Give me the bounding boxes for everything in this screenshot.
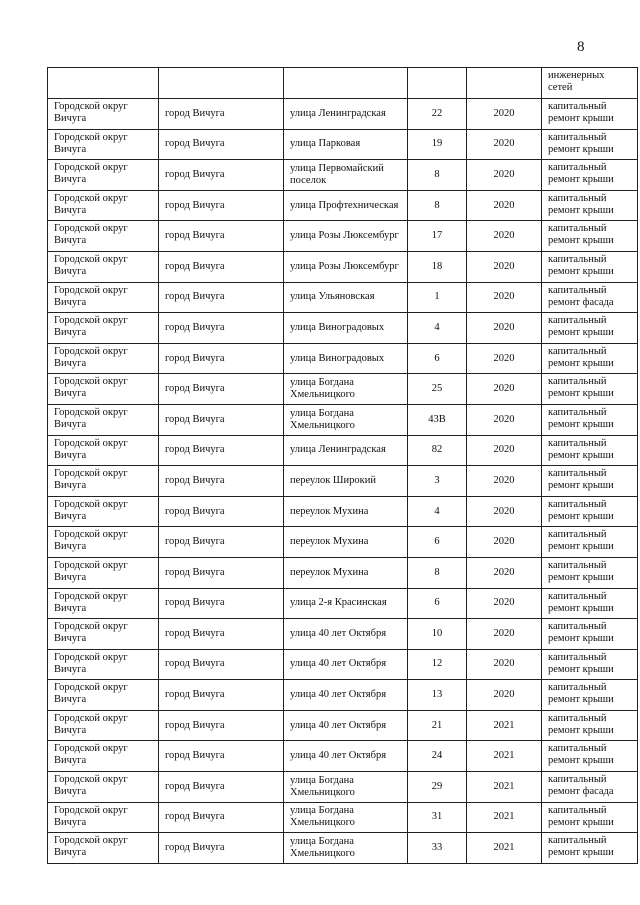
house-cell: 8 — [408, 190, 467, 221]
year-cell: 2020 — [467, 129, 542, 160]
street-cell: улица Розы Люксембург — [284, 251, 408, 282]
street-cell: переулок Мухина — [284, 527, 408, 558]
work-type-cell: капитальный ремонт крыши — [542, 619, 638, 650]
table-row — [48, 99, 638, 130]
town-cell: город Вичуга — [159, 588, 284, 619]
house-cell — [408, 68, 467, 99]
street-cell: переулок Мухина — [284, 496, 408, 527]
table-row — [48, 282, 638, 313]
table-row — [48, 772, 638, 803]
town-cell: город Вичуга — [159, 404, 284, 435]
town-cell: город Вичуга — [159, 160, 284, 191]
street-cell: улица Парковая — [284, 129, 408, 160]
town-cell: город Вичуга — [159, 313, 284, 344]
work-type-cell: капитальный ремонт крыши — [542, 251, 638, 282]
house-cell: 29 — [408, 772, 467, 803]
street-cell: улица 40 лет Октября — [284, 619, 408, 650]
district-cell: Городской округ Вичуга — [48, 680, 159, 711]
table-row — [48, 496, 638, 527]
district-cell: Городской округ Вичуга — [48, 741, 159, 772]
district-cell: Городской округ Вичуга — [48, 282, 159, 313]
work-type-cell: капитальный ремонт крыши — [542, 496, 638, 527]
district-cell: Городской округ Вичуга — [48, 404, 159, 435]
street-cell — [284, 68, 408, 99]
street-cell: улица Ульяновская — [284, 282, 408, 313]
year-cell: 2020 — [467, 99, 542, 130]
work-type-cell: капитальный ремонт крыши — [542, 99, 638, 130]
housing-repair-table — [47, 67, 638, 864]
street-cell: улица Богдана Хмельницкого — [284, 833, 408, 864]
town-cell: город Вичуга — [159, 129, 284, 160]
year-cell: 2020 — [467, 404, 542, 435]
street-cell: улица 40 лет Октября — [284, 680, 408, 711]
work-type-cell: капитальный ремонт крыши — [542, 374, 638, 405]
table-row — [48, 802, 638, 833]
district-cell: Городской округ Вичуга — [48, 190, 159, 221]
street-cell: переулок Широкий — [284, 466, 408, 497]
work-type-cell: капитальный ремонт крыши — [542, 741, 638, 772]
street-cell: улица Ленинградская — [284, 435, 408, 466]
work-type-cell: капитальный ремонт крыши — [542, 802, 638, 833]
town-cell: город Вичуга — [159, 649, 284, 680]
year-cell: 2020 — [467, 374, 542, 405]
year-cell: 2020 — [467, 466, 542, 497]
year-cell: 2020 — [467, 557, 542, 588]
house-cell: 6 — [408, 527, 467, 558]
district-cell: Городской округ Вичуга — [48, 833, 159, 864]
street-cell: улица Виноградовых — [284, 343, 408, 374]
street-cell: улица Богдана Хмельницкого — [284, 802, 408, 833]
work-type-cell: капитальный ремонт крыши — [542, 833, 638, 864]
town-cell: город Вичуга — [159, 496, 284, 527]
table-row — [48, 160, 638, 191]
town-cell: город Вичуга — [159, 466, 284, 497]
town-cell: город Вичуга — [159, 772, 284, 803]
house-cell: 43В — [408, 404, 467, 435]
town-cell: город Вичуга — [159, 741, 284, 772]
street-cell: улица Первомайский поселок — [284, 160, 408, 191]
year-cell: 2020 — [467, 251, 542, 282]
town-cell: город Вичуга — [159, 833, 284, 864]
table-row — [48, 404, 638, 435]
work-type-cell: капитальный ремонт крыши — [542, 466, 638, 497]
year-cell: 2020 — [467, 496, 542, 527]
town-cell: город Вичуга — [159, 99, 284, 130]
table-row — [48, 680, 638, 711]
table-row — [48, 619, 638, 650]
town-cell: город Вичуга — [159, 680, 284, 711]
year-cell: 2021 — [467, 772, 542, 803]
table-row — [48, 741, 638, 772]
year-cell: 2021 — [467, 833, 542, 864]
street-cell: улица Виноградовых — [284, 313, 408, 344]
street-cell: улица Розы Люксембург — [284, 221, 408, 252]
town-cell — [159, 68, 284, 99]
house-cell: 24 — [408, 741, 467, 772]
house-cell: 33 — [408, 833, 467, 864]
year-cell: 2020 — [467, 588, 542, 619]
year-cell: 2021 — [467, 802, 542, 833]
year-cell: 2020 — [467, 221, 542, 252]
town-cell: город Вичуга — [159, 435, 284, 466]
table-row — [48, 251, 638, 282]
town-cell: город Вичуга — [159, 251, 284, 282]
house-cell: 3 — [408, 466, 467, 497]
house-cell: 10 — [408, 619, 467, 650]
town-cell: город Вичуга — [159, 374, 284, 405]
district-cell: Городской округ Вичуга — [48, 772, 159, 803]
table-row — [48, 588, 638, 619]
table-row — [48, 557, 638, 588]
street-cell: улица Богдана Хмельницкого — [284, 772, 408, 803]
street-cell: улица 40 лет Октября — [284, 741, 408, 772]
district-cell: Городской округ Вичуга — [48, 557, 159, 588]
town-cell: город Вичуга — [159, 190, 284, 221]
table-row — [48, 466, 638, 497]
district-cell: Городской округ Вичуга — [48, 435, 159, 466]
year-cell: 2021 — [467, 710, 542, 741]
house-cell: 19 — [408, 129, 467, 160]
house-cell: 18 — [408, 251, 467, 282]
street-cell: улица Профтехническая — [284, 190, 408, 221]
year-cell: 2020 — [467, 649, 542, 680]
table-row — [48, 527, 638, 558]
house-cell: 4 — [408, 496, 467, 527]
district-cell: Городской округ Вичуга — [48, 221, 159, 252]
district-cell: Городской округ Вичуга — [48, 649, 159, 680]
house-cell: 1 — [408, 282, 467, 313]
work-type-cell: инженерных сетей — [542, 68, 638, 99]
district-cell: Городской округ Вичуга — [48, 496, 159, 527]
district-cell: Городской округ Вичуга — [48, 466, 159, 497]
table-row — [48, 649, 638, 680]
table-row — [48, 374, 638, 405]
year-cell: 2020 — [467, 343, 542, 374]
district-cell: Городской округ Вичуга — [48, 588, 159, 619]
town-cell: город Вичуга — [159, 557, 284, 588]
house-cell: 4 — [408, 313, 467, 344]
street-cell: улица Богдана Хмельницкого — [284, 374, 408, 405]
house-cell: 6 — [408, 343, 467, 374]
town-cell: город Вичуга — [159, 282, 284, 313]
district-cell: Городской округ Вичуга — [48, 313, 159, 344]
district-cell: Городской округ Вичуга — [48, 619, 159, 650]
work-type-cell: капитальный ремонт крыши — [542, 343, 638, 374]
district-cell: Городской округ Вичуга — [48, 129, 159, 160]
district-cell: Городской округ Вичуга — [48, 99, 159, 130]
work-type-cell: капитальный ремонт крыши — [542, 649, 638, 680]
house-cell: 8 — [408, 557, 467, 588]
street-cell: улица 40 лет Октября — [284, 710, 408, 741]
year-cell — [467, 68, 542, 99]
district-cell: Городской округ Вичуга — [48, 343, 159, 374]
street-cell: улица 2-я Красинская — [284, 588, 408, 619]
town-cell: город Вичуга — [159, 710, 284, 741]
town-cell: город Вичуга — [159, 343, 284, 374]
year-cell: 2020 — [467, 160, 542, 191]
street-cell: улица Ленинградская — [284, 99, 408, 130]
year-cell: 2020 — [467, 190, 542, 221]
work-type-cell: капитальный ремонт крыши — [542, 313, 638, 344]
year-cell: 2020 — [467, 282, 542, 313]
town-cell: город Вичуга — [159, 527, 284, 558]
street-cell: улица 40 лет Октября — [284, 649, 408, 680]
work-type-cell: капитальный ремонт крыши — [542, 527, 638, 558]
work-type-cell: капитальный ремонт крыши — [542, 160, 638, 191]
work-type-cell: капитальный ремонт фасада — [542, 772, 638, 803]
district-cell: Городской округ Вичуга — [48, 527, 159, 558]
work-type-cell: капитальный ремонт крыши — [542, 557, 638, 588]
street-cell: переулок Мухина — [284, 557, 408, 588]
work-type-cell: капитальный ремонт фасада — [542, 282, 638, 313]
table-row — [48, 343, 638, 374]
house-cell: 8 — [408, 160, 467, 191]
house-cell: 6 — [408, 588, 467, 619]
district-cell: Городской округ Вичуга — [48, 374, 159, 405]
year-cell: 2021 — [467, 741, 542, 772]
year-cell: 2020 — [467, 619, 542, 650]
table-row — [48, 129, 638, 160]
year-cell: 2020 — [467, 313, 542, 344]
town-cell: город Вичуга — [159, 619, 284, 650]
town-cell: город Вичуга — [159, 221, 284, 252]
table-row — [48, 313, 638, 344]
district-cell — [48, 68, 159, 99]
table-row — [48, 435, 638, 466]
house-cell: 13 — [408, 680, 467, 711]
table-body — [48, 68, 638, 864]
district-cell: Городской округ Вичуга — [48, 160, 159, 191]
house-cell: 31 — [408, 802, 467, 833]
house-cell: 12 — [408, 649, 467, 680]
continuation-row — [48, 68, 638, 99]
table-row — [48, 221, 638, 252]
district-cell: Городской округ Вичуга — [48, 710, 159, 741]
work-type-cell: капитальный ремонт крыши — [542, 588, 638, 619]
house-cell: 22 — [408, 99, 467, 130]
house-cell: 17 — [408, 221, 467, 252]
year-cell: 2020 — [467, 527, 542, 558]
district-cell: Городской округ Вичуга — [48, 802, 159, 833]
work-type-cell: капитальный ремонт крыши — [542, 710, 638, 741]
work-type-cell: капитальный ремонт крыши — [542, 190, 638, 221]
table-row — [48, 190, 638, 221]
house-cell: 25 — [408, 374, 467, 405]
work-type-cell: капитальный ремонт крыши — [542, 680, 638, 711]
work-type-cell: капитальный ремонт крыши — [542, 129, 638, 160]
house-cell: 82 — [408, 435, 467, 466]
work-type-cell: капитальный ремонт крыши — [542, 404, 638, 435]
district-cell: Городской округ Вичуга — [48, 251, 159, 282]
page-number: 8 — [577, 39, 585, 55]
house-cell: 21 — [408, 710, 467, 741]
town-cell: город Вичуга — [159, 802, 284, 833]
year-cell: 2020 — [467, 680, 542, 711]
year-cell: 2020 — [467, 435, 542, 466]
street-cell: улица Богдана Хмельницкого — [284, 404, 408, 435]
table-row — [48, 833, 638, 864]
work-type-cell: капитальный ремонт крыши — [542, 221, 638, 252]
table-row — [48, 710, 638, 741]
work-type-cell: капитальный ремонт крыши — [542, 435, 638, 466]
